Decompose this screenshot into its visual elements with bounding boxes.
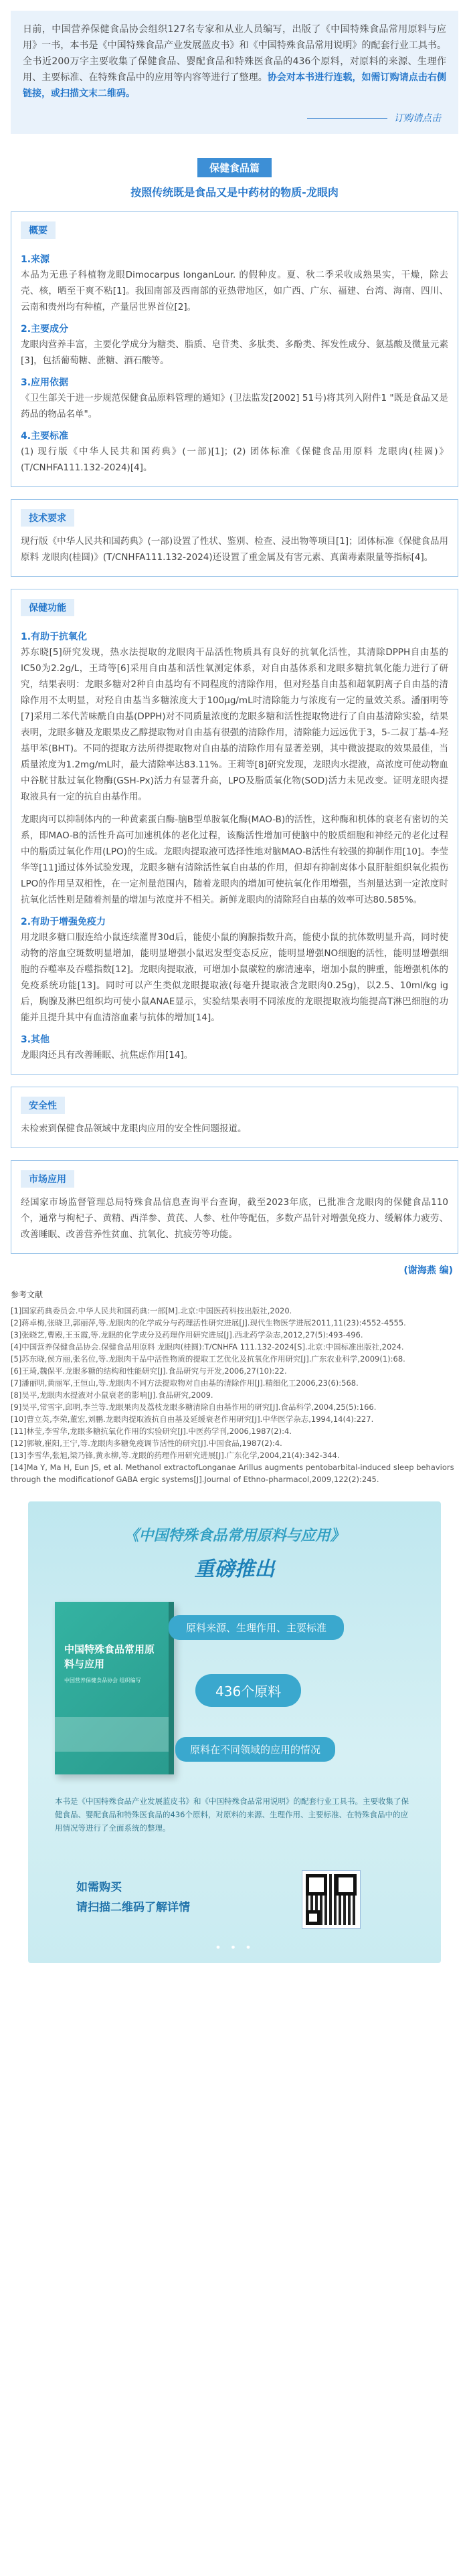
source-text: 本品为无患子科植物龙眼Dimocarpus longanLour. 的假种皮。夏、秋二季采收成熟果实，干燥，除去壳、核，晒至干爽不粘[1]。我国南部及西南部的亚热带地区，如广西、广东、福建、台湾、海南、四川、云南和贵州均有种植，产量居世界首位[2]。 [21, 270, 448, 312]
basis-text: 《卫生部关于进一步规范保健食品原料管理的通知》(卫法监发[2002] 51号)将其列入附件1 "既是食品又是药品的物品名单"。 [21, 393, 448, 420]
feature-pill: 原料来源、生理作用、主要标准 [169, 1615, 344, 1640]
intro-box [11, 11, 458, 111]
promo-subtitle: 重磅推出 [194, 1558, 275, 1581]
intro-text: 日前，中国营养保健食品协会组织127名专家和从业人员编写，出版了《中国特殊食品常用原料与应用》一书，本书是《中国特殊食品产业发展蓝皮书》和《中国特殊食品常用说明》的配套行业工具书。全书近200万字主要收集了保健食品、婴配食品和特殊医食品的436个原料，对原料的来源、生理作用、主要标准、在特殊食品中的应用等内容等进行了整理。 [23, 24, 446, 83]
function-heading: 保健功能 [21, 599, 74, 616]
promo-title: 《中国特殊食品常用原料与应用》 [124, 1528, 345, 1544]
references-title: 参考文献 [11, 1290, 43, 1299]
other-heading: 3.其他 [21, 1034, 50, 1045]
reference-item: [13]李雪华,张旭,梁乃锋,黄永柳,等.龙眼的药理作用研究进展[J].广东化学,2004,21(4):342-344. [11, 1451, 340, 1460]
safety-card [11, 1087, 458, 1148]
reference-item: [8]吴平,龙眼肉水提液对小鼠衰老的影响[J].食品研究,2009. [11, 1390, 213, 1400]
book-cover-band [55, 1717, 169, 1752]
antioxidant-text-1: 苏东晓[5]研究发现，热水法提取的龙眼肉干品活性物质具有良好的抗氧化活性，其清除DPPH自由基的IC50为2.2g/L，王琦等[6]采用自由基和活性氧测定体系，对自由基体系和龙眼多糖抗氧化能力进行了研究，结果表明：龙眼多糖对2种自由基均有不同程度的清除作用，但对羟基自由基和超氧阴离子自由基的清除作用不太明显，对羟自由基当多糖浓度大于100μg/mL时清除能力与浓度有一定的量效关系。潘丽明等[7]采用二苯代苦味酰自由基(DPPH)对不同质量浓度的龙眼多糖和活性提取物进行了自由基清除实验，结果表明，龙眼多糖及龙眼果皮乙醇提取物对自由基有很强的清除作用，清除能力远远优于3，5-二叔丁基-4-羟基甲苯(BHT)。不同的提取方法所得提取物对自由基的清除作用有显著差别，其中微波提取的效果最佳，当质量浓度为1.2mg/mL时，最大清除率达83.11%。王莉等[8]研究发现，龙眼肉水提液，高浓度可使动物血中谷胱甘肽过氧化物酶(GSH-Px)活力有显著升高，LPO及脂质氧化物(SOD)活力未见改变。证明龙眼肉提取液具有一定的抗自由基作用。 [21, 647, 448, 802]
safety-heading: 安全性 [21, 1097, 65, 1114]
ellipsis-indicator: • • • [215, 1941, 254, 1954]
reference-item: [5]苏东晓,侯方丽,张名位,等.龙眼肉干品中活性物质的提取工艺优化及抗氧化作用研究[J].广东农业科学,2009(1):68. [11, 1354, 405, 1364]
market-card [11, 1160, 458, 1254]
reference-item: [2]蒋卓梅,张晓卫,郭丽萍,等.龙眼肉的化学成分与药理活性研究进展[J].现代生物医学进展2011,11(23):4552-4555. [11, 1318, 406, 1327]
immunity-text: 用龙眼多糖口服连给小鼠连续灌胃30d后，能使小鼠的胸腺指数升高，能使小鼠的抗体数明显升高，同时使动物的溶血空斑数明显增加，能明显增强小鼠迟发型变态反应，能明显增强NO细胞的活性，能明显增强细胞的吞噬率及吞噬指数[12]。龙眼肉提取液，可增加小鼠碳粒的廓清速率，增加小鼠的脾重，能增强机体的免疫系统功能[13]。同时可以产生类似龙眼提取液(每毫升提取液含龙眼肉0.25g)，以2.5、10ml/kg ig后，胸腺及淋巴组织均可使小鼠ANAE显示，实验结果表明不同浓度的龙眼提取液均能提高T淋巴细胞的功能并且提升其中有血清溶血素与抗体的增加[14]。 [21, 932, 448, 1023]
page-title: 按照传统既是食品又是中药材的物质-龙眼肉 [130, 186, 339, 199]
market-text: 经国家市场监督管理总局特殊食品信息查询平台查询，截至2023年底，已批准含龙眼肉的保健食品110个，通常与枸杞子、黄精、西洋参、黄芪、人参、杜仲等配伍，多数产品针对增强免疫力、缓解体力疲劳、改善睡眠、改善营养性贫血、抗氧化、抗疲劳等功能。 [21, 1197, 448, 1240]
book-cover [55, 1602, 174, 1774]
components-heading: 2.主要成分 [21, 324, 69, 335]
reference-item: [3]张晓艺,曹殿,王玉霞,等.龙眼的化学成分及药理作用研究进展[J].西北药学杂志,2012,27(5):493-496. [11, 1330, 363, 1340]
tech-text: 现行版《中华人民共和国药典》(一部)设置了性状、鉴别、检查、浸出物等项目[1]；团体标准《保健食品用原料 龙眼肉(桂圆)》(T/CNHFA111.132-2024)还设置了重金属及有害元素、真菌毒素限量等指标[4]。 [21, 536, 448, 563]
article [0, 11, 469, 1963]
reference-item: [7]潘丽明,黄丽军,王恒山,等.龙眼肉不同方法提取物对自由基的清除作用[J].精细化工2006,23(6):568. [11, 1378, 359, 1388]
tech-card [11, 499, 458, 577]
overview-card [11, 211, 458, 487]
book-cover-title: 中国特殊食品常用原料与应用 [64, 1643, 155, 1670]
basis-heading: 3.应用依据 [21, 377, 69, 388]
promo-call-to-action [76, 1877, 190, 1918]
immunity-heading: 2.有助于增强免疫力 [21, 917, 106, 927]
reference-item: [4]中国营养保健食品协会.保健食品用原料 龙眼肉(桂圆):T/CNHFA 111.132-2024[S].北京:中国标准出版社,2024. [11, 1342, 404, 1352]
feature-pill: 原料在不同领域的应用的情况 [175, 1737, 335, 1762]
book-cover-publisher: 中国营养保健食品协会 组织编写 [64, 1677, 141, 1683]
other-text: 龙眼肉还具有改善睡眠、抗焦虑作用[14]。 [21, 1050, 193, 1061]
references [11, 1289, 458, 1485]
section-tag: 保健食品篇 [197, 158, 272, 177]
tech-heading: 技术要求 [21, 509, 74, 527]
cta-line-2: 请扫描二维码了解详情 [76, 1901, 190, 1914]
market-heading: 市场应用 [21, 1170, 74, 1188]
author-credit: (谢海燕 编) [403, 1265, 453, 1276]
function-card [11, 589, 458, 1075]
feature-pill: 436个原料 [195, 1674, 301, 1707]
antioxidant-heading: 1.有助于抗氧化 [21, 632, 88, 642]
order-link-label[interactable]: 订购请点击 [394, 113, 441, 124]
reference-item: [9]吴平,常雪宇,邱明,李兰等.龙眼果肉及荔枝龙眼多糖清除自由基作用的研究[J].食品科学,2004,25(5):166. [11, 1402, 377, 1412]
overview-heading: 概要 [21, 221, 56, 239]
promo-description: 本书是《中国特殊食品产业发展蓝皮书》和《中国特殊食品常用说明》的配套行业工具书。主要收集了保健食品、婴配食品和特殊医食品的436个原料，对原料的来源、生理作用、主要标准、在特殊食品中的应用情况等进行了全面系统的整理。 [55, 1797, 409, 1833]
safety-text: 未检索到保健食品领域中龙眼肉应用的安全性问题报道。 [21, 1123, 247, 1134]
reference-item: [12]郭敏,崔阳,王宁,等.龙眼肉多糖免疫调节活性的研究[J].中国食品,1987(2):4. [11, 1439, 282, 1448]
qr-code-icon[interactable] [302, 1871, 360, 1928]
reference-item: [10]曹立英,李荣,董宏,刘鹏.龙眼肉提取液抗自由基及延缓衰老作用研究[J].中华医学杂志,1994,14(4):227. [11, 1414, 374, 1424]
reference-item: [6]王琦,魏保平.龙眼多糖的结构和性能研究[J].食品研究与开发,2006,27(10):22. [11, 1366, 287, 1376]
order-link[interactable] [11, 111, 458, 134]
book-promo-banner[interactable] [28, 1501, 441, 1963]
reference-item: [11]林莹,李雪华,龙眼多糖抗氧化作用的实验研究[J].中医药学刊,2006,1987(2):4. [11, 1427, 292, 1436]
cta-line-1: 如需购买 [76, 1881, 122, 1894]
components-text: 龙眼肉营养丰富，主要化学成分为糖类、脂质、皂苷类、多肽类、多酚类、挥发性成分、氨基酸及微量元素[3]，包括葡萄糖、蔗糖、酒石酸等。 [21, 339, 448, 366]
antioxidant-text-2: 龙眼肉可以抑制体内的一种黄素蛋白酶-脑B型单胺氧化酶(MAO-B)的活性，这种酶和机体的衰老有密切的关系，即MAO-B的活性升高可加速机体的老化过程，该酶活性增加可使脑中的胶质细胞和神经元的老化过程中的脂质过氧化作用(LPO)的生成。龙眼肉提取液可选择性地对脑MAO-B活性有较强的抑制作用[10]。李莹华等[11]通过体外试验发现，龙眼多糖有清除活性氧自由基的作用，但却有抑制离体小鼠肝脏组织氧化损伤LPO的作用呈双相性，在一定剂量范围内，随着龙眼肉的增加可使抗氧化作用增强，当剂量达到一定浓度时抗氧化活性则是随着剂量的增加与浓度并不相关。新鲜龙眼肉的清除羟自由基的效率可达80.585%。 [21, 814, 448, 905]
standards-text: (1) 现行版《中华人民共和国药典》(一部)[1]；(2) 团体标准《保健食品用原料 龙眼肉(桂圆)》(T/CNHFA111.132-2024)[4]。 [21, 446, 448, 473]
divider-line [307, 118, 387, 119]
standards-heading: 4.主要标准 [21, 431, 69, 442]
reference-item: [1]国家药典委员会.中华人民共和国药典:一部[M].北京:中国医药科技出版社,2020. [11, 1306, 292, 1315]
reference-item: [14]Ma Y, Ma H, Eun JS, et al. Methanol extractofLonganae Arillus augments pentobarbital-induced sleep behaviors through the modificationof GABA ergic systems[J].Journal of Ethno-pharmacol,2009,122(2):245. [11, 1463, 454, 1484]
intro-highlight[interactable]: 协会对本书进行连载，如需订购请点击右侧链接，或扫描文末二维码。 [23, 72, 447, 99]
source-heading: 1.来源 [21, 254, 50, 265]
